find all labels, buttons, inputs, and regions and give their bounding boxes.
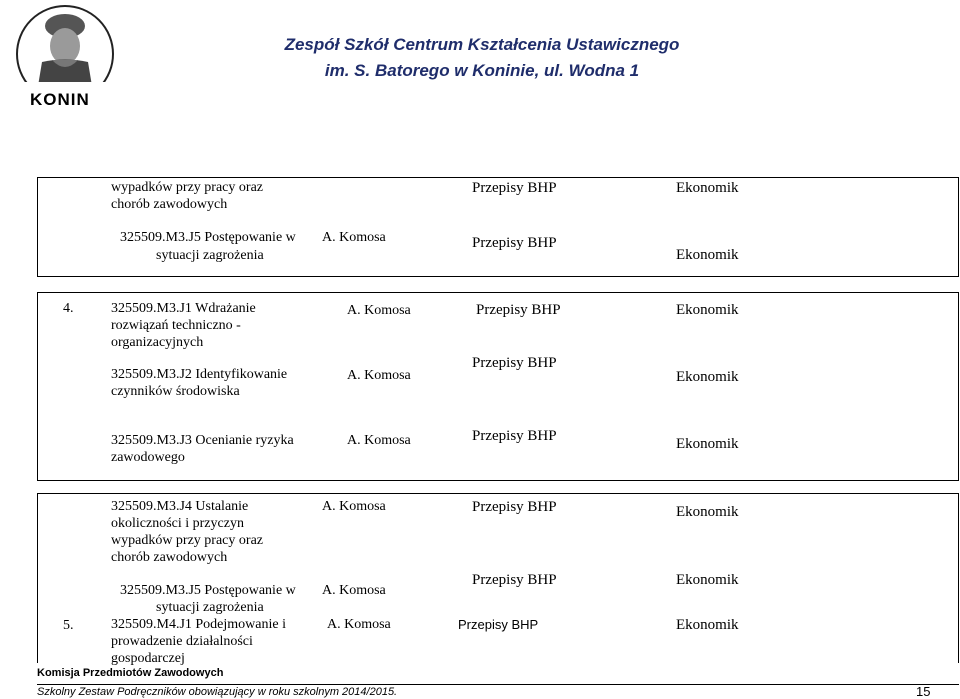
- header-title-line2: im. S. Batorego w Koninie, ul. Wodna 1: [324, 61, 640, 80]
- header-title-line1: Zespół Szkół Centrum Kształcenia Ustawicznego: [284, 35, 680, 54]
- author-cell: A. Komosa: [347, 303, 411, 318]
- title-cell: Przepisy BHP: [472, 235, 557, 251]
- title-cell: Przepisy BHP: [458, 617, 539, 632]
- author-cell: A. Komosa: [347, 368, 411, 383]
- author-cell: A. Komosa: [322, 583, 386, 598]
- title-cell: Przepisy BHP: [472, 572, 557, 588]
- subject-cell: 325509.M3.J3 Ocenianie ryzyka zawodowego: [111, 433, 294, 465]
- title-cell: Przepisy BHP: [476, 302, 561, 318]
- commission-label: Komisja Przedmiotów Zawodowych: [37, 667, 224, 679]
- subject-cell: sytuacji zagrożenia: [156, 248, 264, 263]
- footer-divider: [37, 684, 959, 685]
- title-cell: Przepisy BHP: [472, 499, 557, 515]
- footer-note: Szkolny Zestaw Podręczników obowiązujący w roku szkolnym 2014/2015.: [37, 686, 398, 698]
- author-cell: A. Komosa: [347, 433, 411, 448]
- subject-cell: 325509.M3.J1 Wdrażanie rozwiązań techniczno - organizacyjnych: [111, 301, 256, 350]
- subject-cell: 325509.M3.J5 Postępowanie w: [120, 230, 296, 245]
- subject-cell: 325509.M3.J2 Identyfikowanie czynników środowiska: [111, 367, 288, 399]
- subject-cell: wypadków przy pracy oraz chorób zawodowych: [111, 180, 263, 212]
- page-number: 15: [916, 684, 931, 699]
- row-number: 5.: [63, 618, 74, 633]
- subject-cell: 325509.M4.J1 Podejmowanie i prowadzenie działalności gospodarczej: [111, 617, 286, 666]
- logo-city: KONIN: [30, 90, 90, 109]
- profession-cell: Ekonomik: [676, 436, 739, 452]
- profession-cell: Ekonomik: [676, 369, 739, 385]
- profession-cell: Ekonomik: [676, 247, 739, 263]
- subject-cell: 325509.M3.J4 Ustalanie okoliczności i przyczyn wypadków przy pracy oraz chorób zawodowych: [111, 499, 263, 565]
- title-cell: Przepisy BHP: [472, 355, 557, 371]
- profession-cell: Ekonomik: [676, 572, 739, 588]
- author-cell: A. Komosa: [322, 230, 386, 245]
- title-cell: Przepisy BHP: [472, 180, 557, 196]
- author-cell: A. Komosa: [322, 499, 386, 514]
- profession-cell: Ekonomik: [676, 617, 739, 633]
- profession-cell: Ekonomik: [676, 504, 739, 520]
- subject-cell: sytuacji zagrożenia: [156, 600, 264, 615]
- subject-cell: 325509.M3.J5 Postępowanie w: [120, 583, 296, 598]
- profession-cell: Ekonomik: [676, 302, 739, 318]
- row-number: 4.: [63, 301, 74, 316]
- school-logo: [2, 2, 130, 112]
- profession-cell: Ekonomik: [676, 180, 739, 196]
- title-cell: Przepisy BHP: [472, 428, 557, 444]
- author-cell: A. Komosa: [327, 617, 391, 632]
